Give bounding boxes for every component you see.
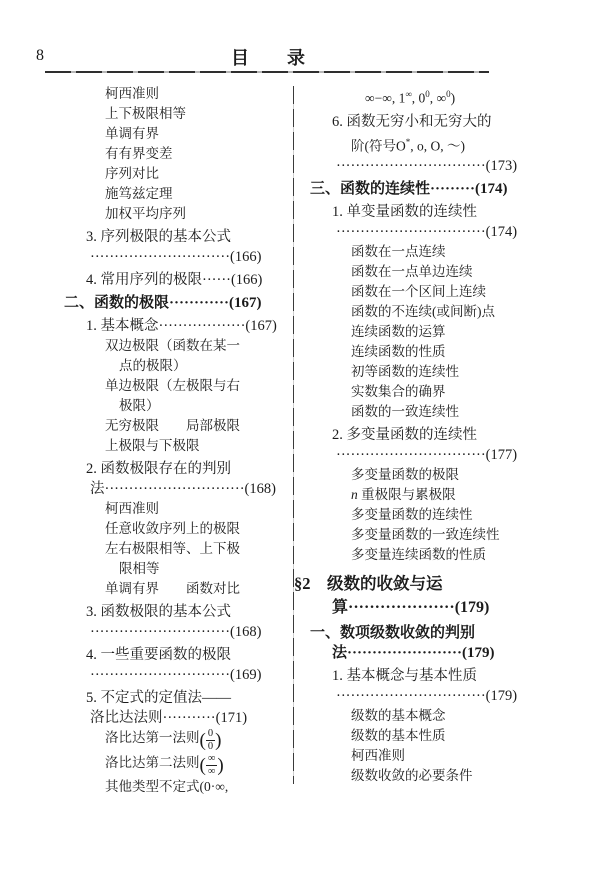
- toc-line: 级数的基本性质: [351, 728, 446, 743]
- toc-line: ·····························(166): [90, 249, 262, 265]
- toc-line: 函数的一致连续性: [351, 404, 459, 419]
- toc-line: 函数在一点单边连续: [351, 264, 473, 279]
- toc-line: ·······························(173): [336, 158, 518, 174]
- toc-line: 连续函数的运算: [351, 324, 446, 339]
- toc-line: 实数集合的确界: [351, 384, 446, 399]
- toc-line: 任意收敛序列上的极限: [105, 521, 240, 536]
- toc-line: 柯西准则: [105, 86, 159, 101]
- toc-line: 法·····························(168): [90, 481, 276, 497]
- toc-line: 多变量函数的连续性: [351, 507, 473, 522]
- toc-line: ·······························(174): [336, 224, 518, 240]
- page-number: 8: [36, 47, 44, 64]
- toc-line: ·····························(169): [90, 667, 262, 683]
- toc-line: 双边极限（函数在某一: [105, 338, 240, 353]
- toc-line: 施笃兹定理: [105, 186, 173, 201]
- toc-line: 限相等: [119, 561, 160, 576]
- toc-line: 点的极限）: [119, 358, 187, 373]
- toc-line: 4. 一些重要函数的极限: [86, 647, 231, 663]
- toc-line: 左右极限相等、上下极: [105, 541, 240, 556]
- toc-line: 三、函数的连续性·········(174): [310, 181, 508, 197]
- toc-line: 有有界变差: [105, 146, 173, 161]
- toc-line: 函数在一个区间上连续: [351, 284, 486, 299]
- toc-line: 柯西准则: [105, 501, 159, 516]
- toc-line: ·······························(177): [336, 447, 518, 463]
- toc-line: 阶(符号O*, o, O, ～): [351, 136, 465, 153]
- toc-line: 柯西准则: [351, 748, 405, 763]
- header-rule: [45, 71, 489, 73]
- toc-line: 2. 多变量函数的连续性: [332, 427, 477, 443]
- toc-line: ·······························(179): [336, 688, 518, 704]
- toc-line: 无穷极限 局部极限: [105, 418, 240, 433]
- toc-line: 连续函数的性质: [351, 344, 446, 359]
- page-header: [0, 44, 605, 70]
- toc-line: 单调有界: [105, 126, 159, 141]
- toc-line: 洛比达第一法则( $\frac{0}{0}$ ): [105, 728, 222, 752]
- toc-line: §2 级数的收敛与运: [294, 574, 443, 593]
- toc-line: 其他类型不定式(0·∞,: [105, 779, 229, 795]
- toc-line: 洛比达第二法则( $\frac{\infty}{\infty}$ ): [105, 753, 224, 777]
- toc-line: 加权平均序列: [105, 206, 186, 221]
- toc-line: 1. 单变量函数的连续性: [332, 204, 477, 220]
- toc-line: 单边极限（左极限与右: [105, 378, 240, 393]
- toc-line: 单调有界 函数对比: [105, 581, 240, 596]
- toc-line: 多变量函数的一致连续性: [351, 527, 500, 542]
- toc-line: 3. 序列极限的基本公式: [86, 229, 231, 245]
- page-title: 目 录: [231, 48, 315, 68]
- toc-line: 4. 常用序列的极限······(166): [86, 272, 263, 288]
- toc-line: 一、数项级数收敛的判别: [310, 625, 476, 641]
- toc-line: 上下极限相等: [105, 106, 186, 121]
- toc-line: 6. 函数无穷小和无穷大的: [332, 113, 492, 130]
- fraction: $\frac{\infty}{\infty}$: [207, 753, 216, 777]
- toc-line: 1. 基本概念··················(167): [86, 318, 277, 334]
- toc-line: 3. 函数极限的基本公式: [86, 604, 231, 620]
- left-column: [64, 84, 293, 797]
- toc-line: n 重极限与累极限: [351, 487, 456, 502]
- toc-line: 多变量函数的极限: [351, 467, 459, 482]
- toc-line: 法·······················(179): [332, 645, 495, 661]
- toc-line: 初等函数的连续性: [351, 364, 459, 379]
- toc-line: 算····················(179): [332, 599, 490, 616]
- toc-line: ·····························(168): [90, 624, 262, 640]
- toc-line: 级数的基本概念: [351, 708, 446, 723]
- toc-line: 二、函数的极限············(167): [64, 295, 262, 311]
- toc-line: 函数在一点连续: [351, 244, 446, 259]
- toc-line: 极限）: [119, 398, 160, 413]
- toc-line: 级数收敛的必要条件: [351, 768, 473, 783]
- right-column: [294, 84, 592, 786]
- toc-line: 上极限与下极限: [105, 438, 200, 453]
- toc-line: 洛比达法则···········(171): [90, 710, 248, 726]
- fraction: $\frac{0}{0}$: [207, 728, 214, 752]
- toc-line: 2. 函数极限存在的判别: [86, 461, 231, 477]
- toc-line: 序列对比: [105, 166, 159, 181]
- toc-line: ∞−∞, 1∞, $0^0$, ∞$^0$): [365, 89, 456, 106]
- column-divider: [293, 86, 294, 784]
- toc-line: 1. 基本概念与基本性质: [332, 668, 477, 684]
- toc-line: 函数的不连续(或间断)点: [351, 304, 495, 319]
- toc-line: 5. 不定式的定值法——: [86, 690, 231, 706]
- toc-line: 多变量连续函数的性质: [351, 547, 486, 562]
